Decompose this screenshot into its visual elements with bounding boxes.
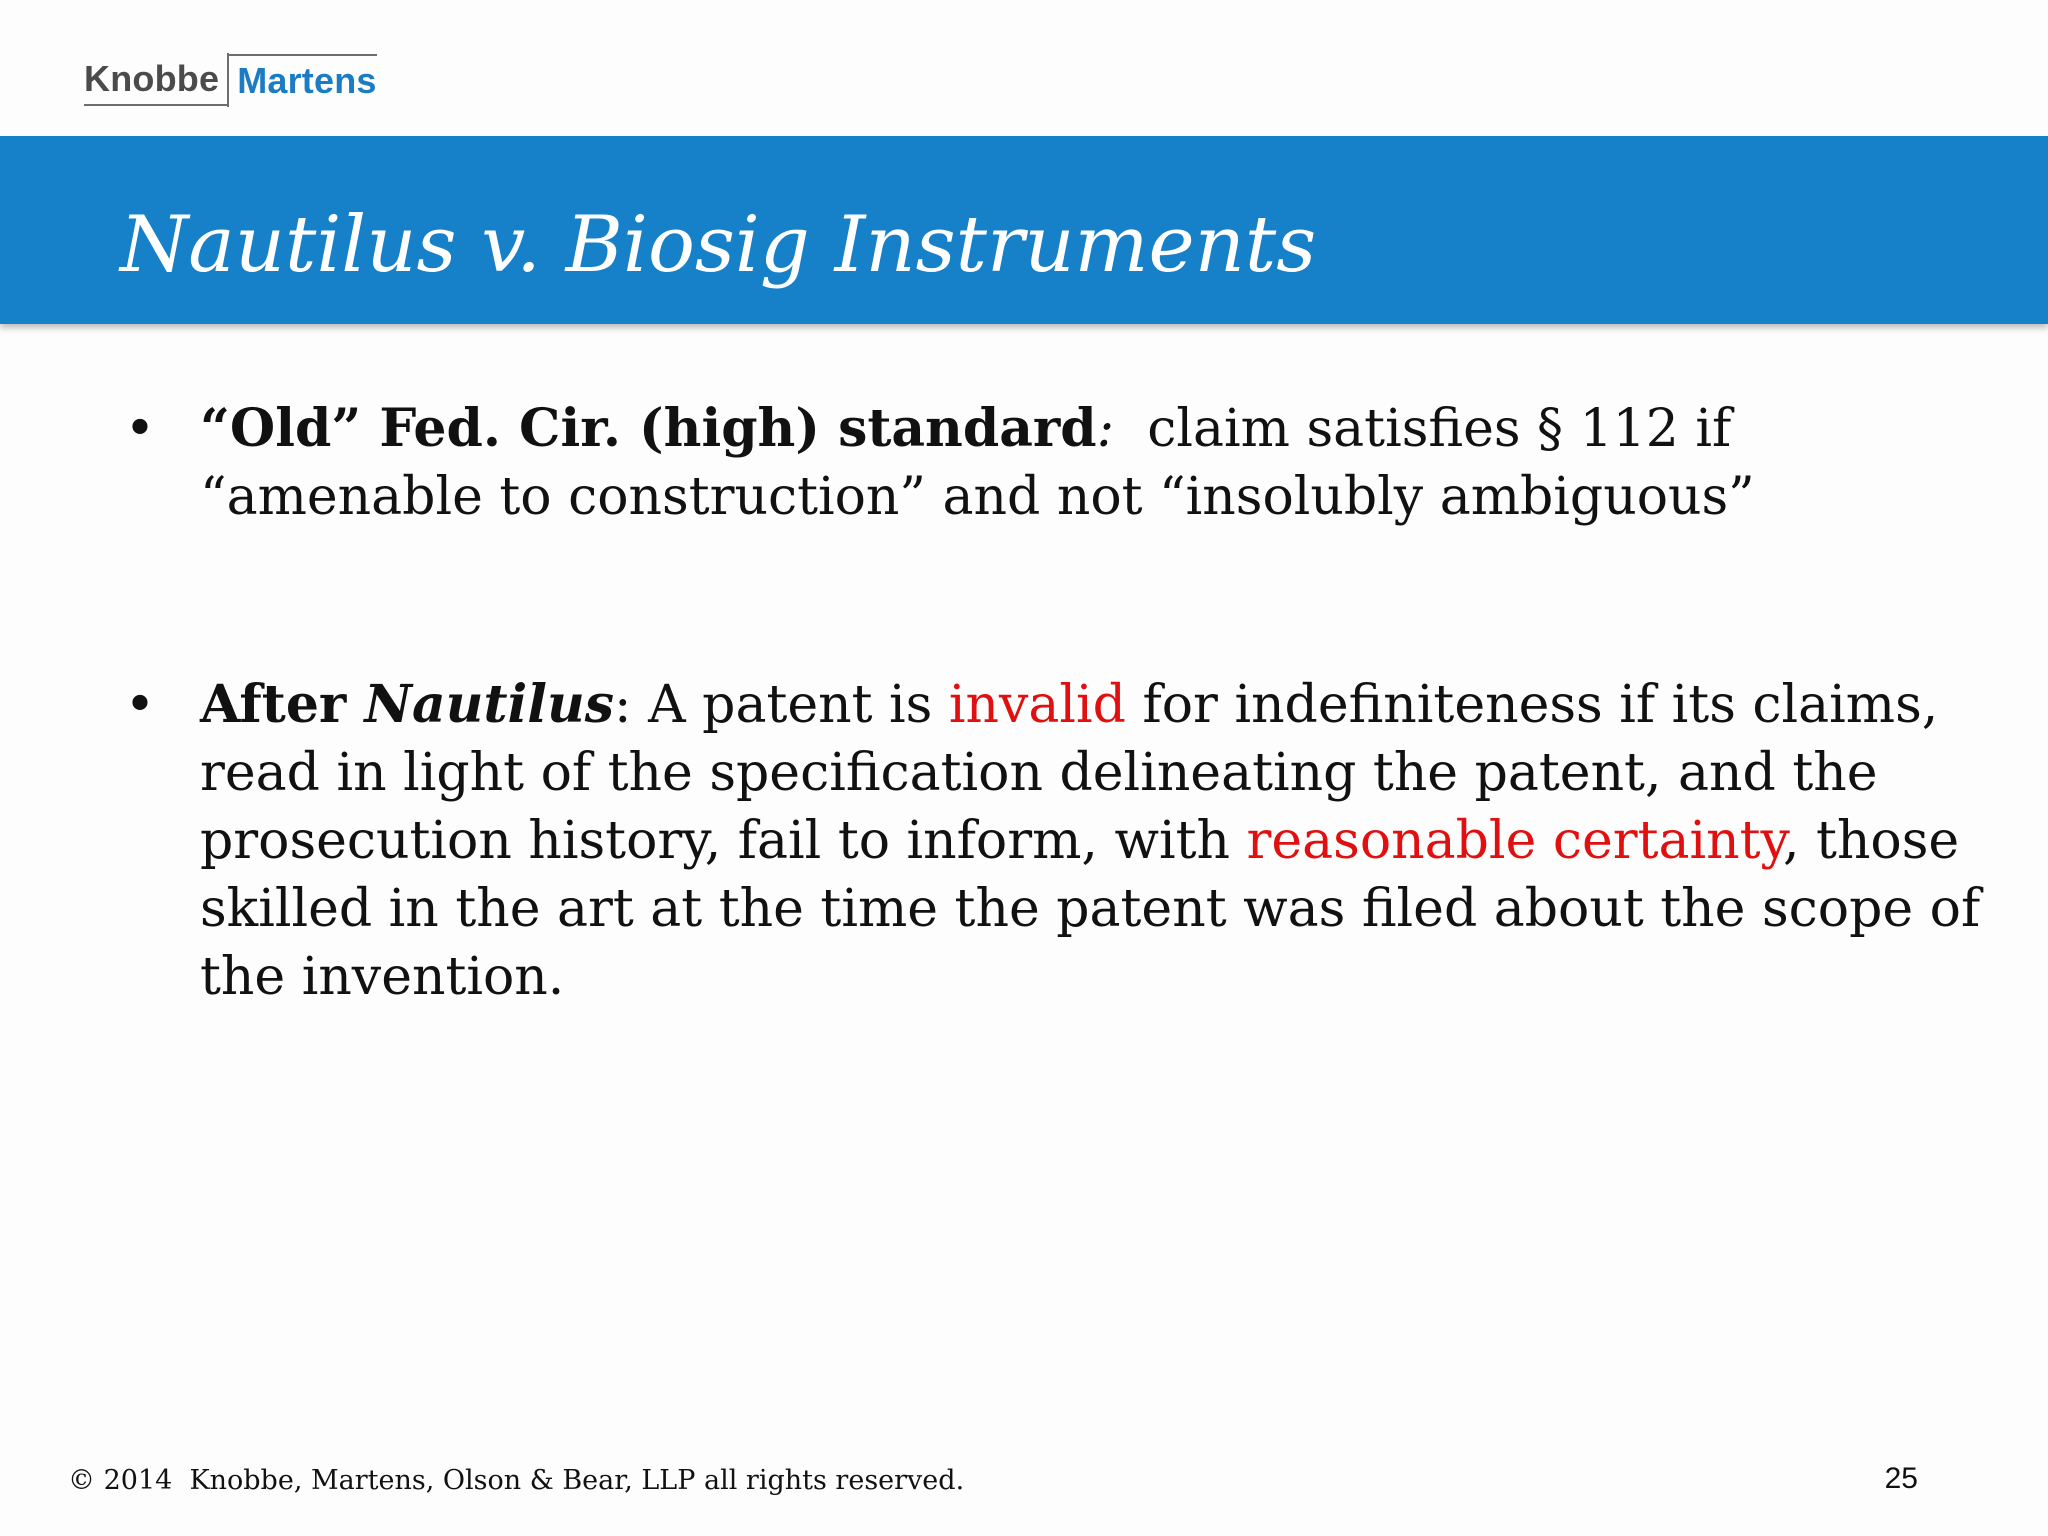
bullet-marker: • xyxy=(124,399,156,459)
logo-word-knobbe: Knobbe xyxy=(84,54,227,106)
bullet-marker: • xyxy=(124,675,156,735)
bullet-text-intro: : A patent is xyxy=(614,675,949,735)
page-number: 25 xyxy=(1884,1462,1918,1495)
bullet-text-end: , those skilled in the art at the time the patent was filed about the scope of the invention. xyxy=(200,811,1981,1007)
logo-word-martens: Martens xyxy=(229,54,376,106)
bullet-text-middle: for indefiniteness if its claims, read in light of the specification delineating the patent, and the prosecution history, fail to inform, with xyxy=(200,675,1939,871)
bullet-lead: After xyxy=(200,674,365,735)
highlight-reasonable-certainty: reasonable certainty xyxy=(1246,811,1783,871)
company-logo xyxy=(84,52,377,108)
bullet-old-standard xyxy=(120,395,2000,531)
bullet-after-nautilus xyxy=(120,671,2000,1011)
bullet-lead: “Old” Fed. Cir. (high) standard xyxy=(200,398,1097,459)
slide-title: Nautilus v. Biosig Instruments xyxy=(120,200,1317,290)
footer-copyright: © 2014 Knobbe, Martens, Olson & Bear, LLP all rights reserved. xyxy=(68,1465,965,1496)
case-name: Nautilus xyxy=(364,674,615,735)
bullet-list xyxy=(120,395,2000,1011)
highlight-invalid: invalid xyxy=(948,675,1126,735)
bullet-colon: : xyxy=(1096,399,1115,459)
bullet-text: claim satisfies § 112 if “amenable to construction” and not “insolubly ambiguous” xyxy=(200,399,1755,527)
